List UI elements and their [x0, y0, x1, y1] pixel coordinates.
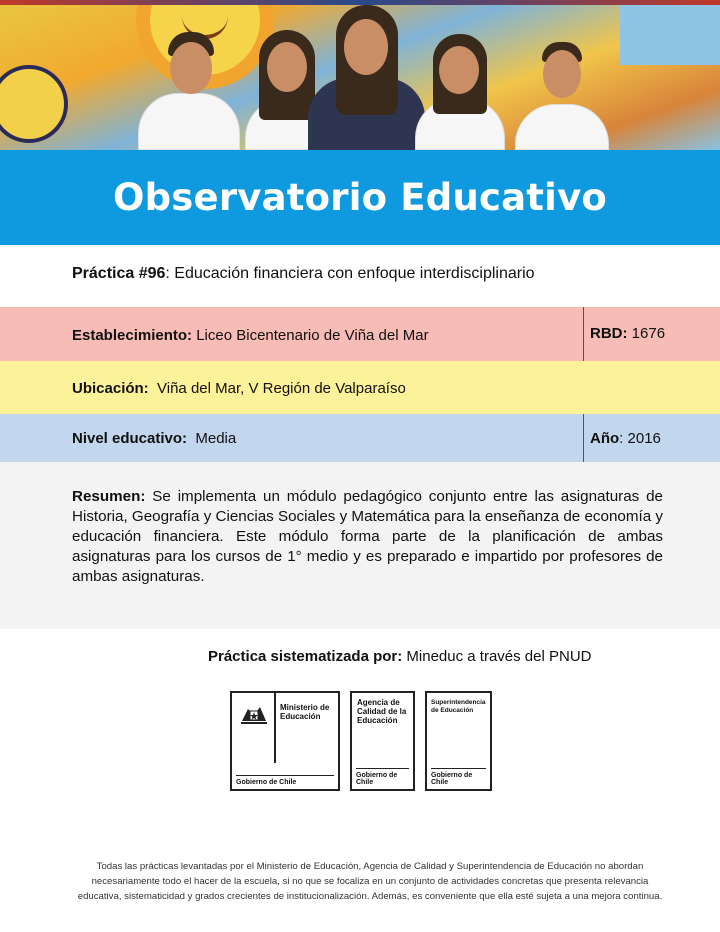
mural-bee	[0, 65, 68, 143]
year-label: Año	[590, 430, 620, 447]
systematized-label: Práctica sistematizada por:	[208, 648, 403, 665]
person-child-4	[515, 30, 607, 150]
row-divider	[583, 414, 584, 462]
logo-superintendencia-footer: Gobierno de Chile	[431, 768, 486, 786]
level-value: Media	[187, 430, 237, 447]
page-title: Observatorio Educativo	[112, 176, 608, 219]
title-band	[0, 150, 720, 245]
logo-ministerio-name: Ministerio de Educación	[280, 703, 330, 721]
footer-line-1: Todas las prácticas levantadas por el Ministerio de Educación, Agencia de Calidad y Superintendencia de Educación no abordan	[96, 861, 644, 872]
systematized-value: Mineduc a través del PNUD	[402, 648, 592, 665]
summary-text: Se implementa un módulo pedagógico conjunto entre las asignaturas de Historia, Geografía y Ciencias Sociales y Matemática para la enseñanza de economía y educación financiera. Este módulo forma parte de la planificación de ambas asignaturas para los cursos de 1° medio y es preparado e impartido por profesores de ambas asignaturas.	[72, 488, 663, 585]
practice-row	[0, 245, 720, 307]
logo-ministerio	[230, 691, 340, 791]
logo-ministerio-footer: Gobierno de Chile	[236, 775, 334, 786]
institution-logos	[230, 691, 492, 791]
location-label: Ubicación:	[72, 380, 149, 397]
person-teacher	[308, 5, 423, 150]
logo-superintendencia-name: Superintendencia de Educación	[431, 699, 486, 714]
chile-crest-icon	[238, 701, 270, 727]
location-value: Viña del Mar, V Región de Valparaíso	[148, 380, 406, 397]
practice-label: Práctica #96	[72, 265, 166, 282]
practice-value: : Educación financiera con enfoque interdisciplinario	[165, 265, 535, 282]
person-child-1	[138, 20, 238, 150]
summary-section	[0, 462, 720, 629]
level-label: Nivel educativo:	[72, 430, 188, 447]
header-photo	[0, 5, 720, 150]
establishment-row	[0, 307, 720, 361]
footer-disclaimer	[60, 859, 680, 904]
footer-line-2: necesariamente todo el hacer de la escuela, si no que se focaliza en un conjunto de actividades concretas que presenta relevancia	[91, 876, 649, 887]
year-value: : 2016	[619, 430, 661, 447]
row-divider	[583, 307, 584, 361]
establishment-label: Establecimiento:	[72, 327, 193, 344]
logo-divider	[274, 693, 276, 763]
location-row	[0, 361, 720, 414]
footer-line-3: educativa, sistematicidad y grados crecientes de institucionalización. Además, es conveniente que ella esté sujeta a una mejora continua.	[77, 891, 663, 902]
rbd-label: RBD:	[590, 325, 628, 342]
rbd-value: 1676	[627, 325, 666, 342]
logo-agencia-footer: Gobierno de Chile	[356, 768, 409, 786]
summary-label: Resumen:	[72, 488, 146, 505]
mural-sky	[620, 5, 720, 65]
person-child-3	[415, 20, 503, 150]
logo-agencia-name: Agencia de Calidad de la Educación	[357, 698, 407, 725]
logo-agencia	[350, 691, 415, 791]
level-row	[0, 414, 720, 462]
logo-superintendencia	[425, 691, 492, 791]
establishment-value: Liceo Bicentenario de Viña del Mar	[192, 327, 429, 344]
systematized-by	[208, 648, 592, 665]
